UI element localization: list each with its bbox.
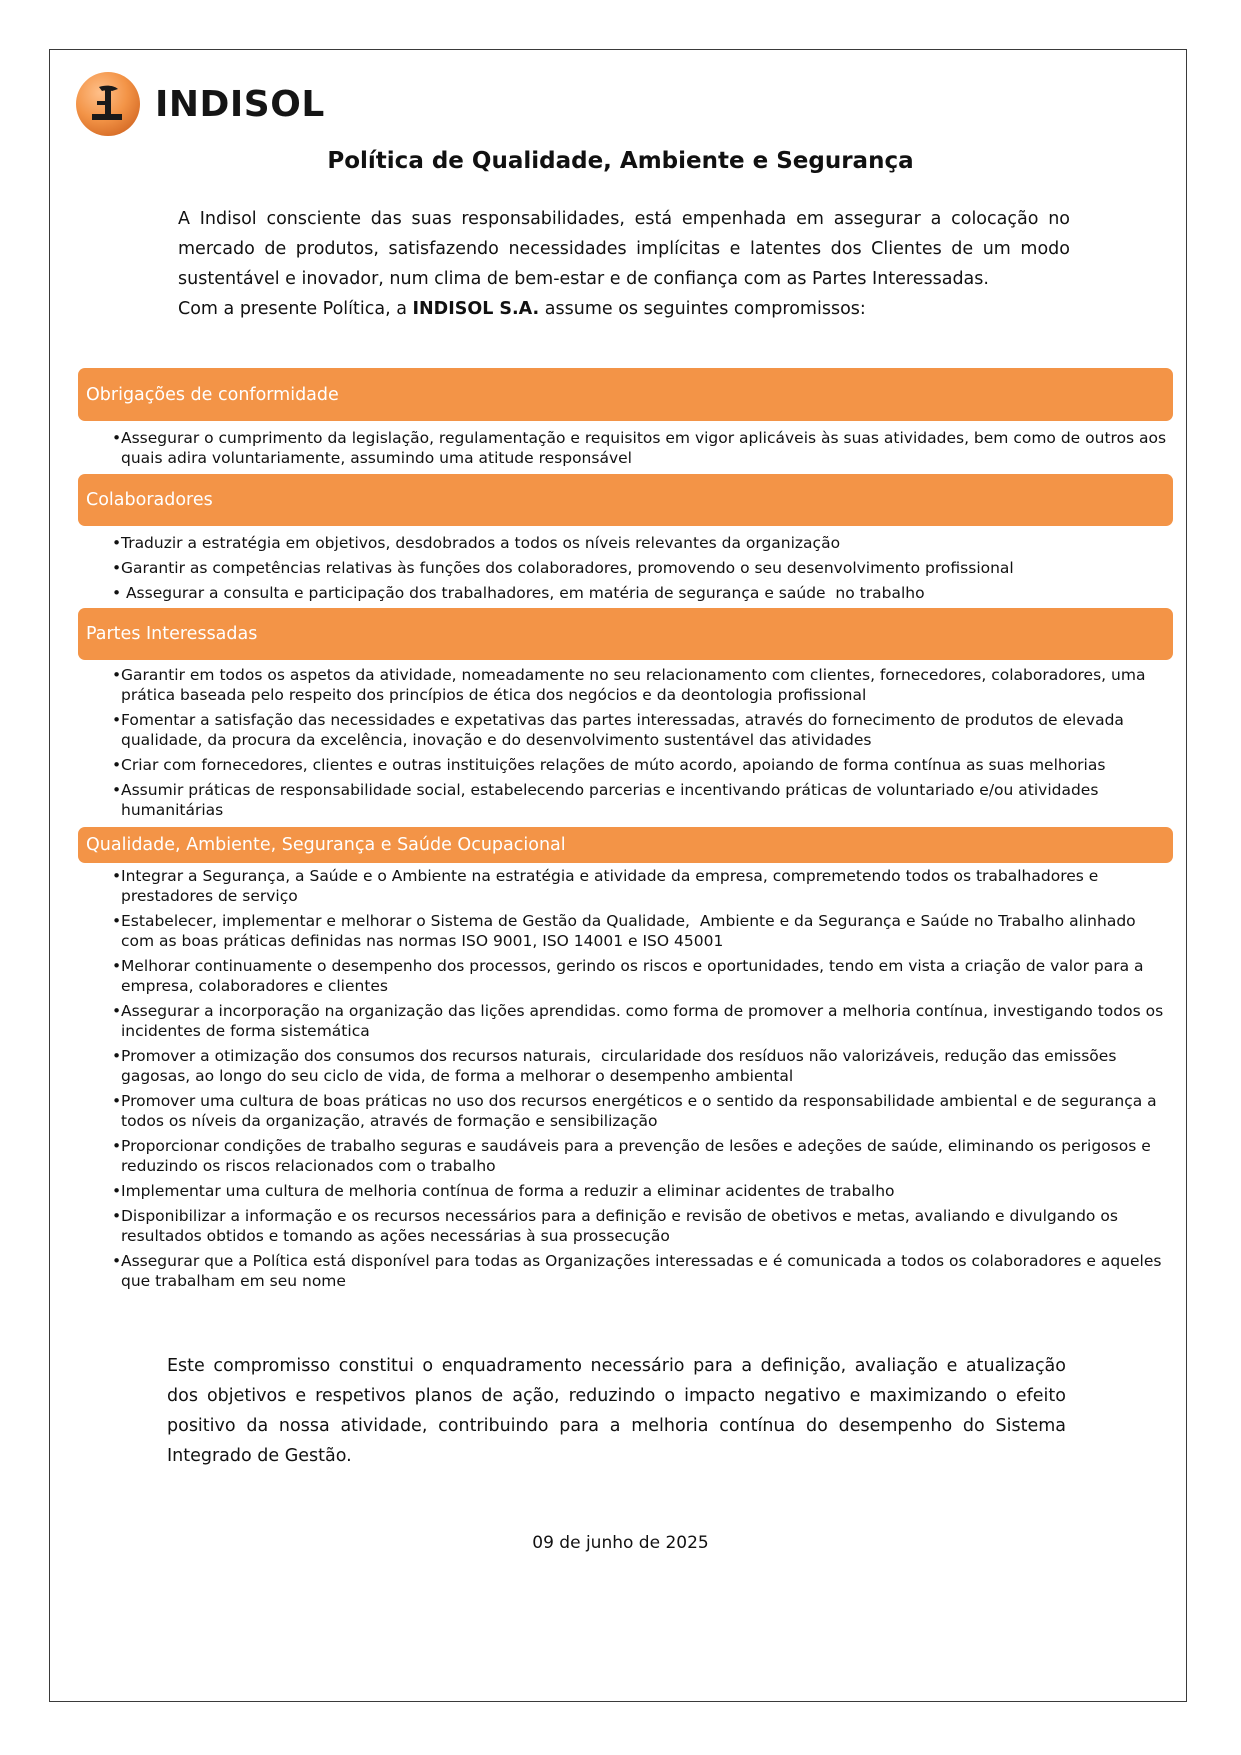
list-item: • Fomentar a satisfação das necessidades e expetativas das partes interessadas, através do fornecimento de produtos de elevada qualidade, da procura da excelência, inovação e do desenvolvimento sustentável das atividades <box>112 711 1124 749</box>
list-item: • Promover a otimização dos consumos dos recursos naturais, circularidade dos resíduos não valorizáveis, redução das emissões gagosas, ao longo do seu ciclo de vida, de forma a melhorar o desempenho ambiental <box>112 1047 1122 1085</box>
list-item: • Disponibilizar a informação e os recursos necessários para a definição e revisão de obetivos e metas, avaliando e divulgando os resultados obtidos e tomando as ações necessárias à sua prossecução <box>112 1207 1118 1245</box>
section-heading-qass: Qualidade, Ambiente, Segurança e Saúde Ocupacional <box>78 827 1173 863</box>
list-item: • Integrar a Segurança, a Saúde e o Ambiente na estratégia e atividade da empresa, compremetendo todos os trabalhadores e prestadores de serviço <box>112 867 1099 905</box>
section-heading-colaboradores: Colaboradores <box>78 474 1173 526</box>
list-item: • Assegurar a consulta e participação dos trabalhadores, em matéria de segurança e saúde no trabalho <box>112 584 925 602</box>
list-item: • Assegurar o cumprimento da legislação, regulamentação e requisitos em vigor aplicáveis às suas atividades, bem como de outros aos quais adira voluntariamente, assumindo uma atitude responsável <box>112 429 1167 467</box>
list-item: • Garantir as competências relativas às funções dos colaboradores, promovendo o seu desenvolvimento profissional <box>112 559 1014 577</box>
list-item: • Promover uma cultura de boas práticas no uso dos recursos energéticos e o sentido da responsabilidade ambiental e de segurança a todos os níveis da organização, através de formação e sensibilização <box>112 1092 1157 1130</box>
closing-paragraph: Este compromisso constitui o enquadramento necessário para a definição, avaliação e atualização dos objetivos e respetivos planos de ação, reduzindo o impacto negativo e maximizando o efeito positivo da nossa atividade, contribuindo para a melhoria contínua do desempenho do Sistema Integrado de Gestão. <box>167 1356 1066 1466</box>
list-item: • Proporcionar condições de trabalho seguras e saudáveis para a prevenção de lesões e adeções de saúde, eliminando os perigosos e reduzindo os riscos relacionados com o trabalho <box>112 1137 1151 1175</box>
list-item: • Traduzir a estratégia em objetivos, desdobrados a todos os níveis relevantes da organização <box>112 534 841 552</box>
list-item: • Melhorar continuamente o desempenho dos processos, gerindo os riscos e oportunidades, tendo em vista a criação de valor para a empresa, colaboradores e clientes <box>112 957 1144 995</box>
list-item: • Criar com fornecedores, clientes e outras instituições relações de múto acordo, apoiando de forma contínua as suas melhorias <box>112 756 1106 774</box>
document-date: 09 de junho de 2025 <box>532 1533 709 1553</box>
list-item: • Estabelecer, implementar e melhorar o Sistema de Gestão da Qualidade, Ambiente e da Segurança e Saúde no Trabalho alinhado com as boas práticas definidas nas normas ISO 9001, ISO 14001 e ISO 45001 <box>112 912 1141 950</box>
list-item: • Assegurar a incorporação na organização das lições aprendidas. como forma de promover a melhoria contínua, investigando todos os incidentes de forma sistemática <box>112 1002 1164 1040</box>
list-item: • Assumir práticas de responsabilidade social, estabelecendo parcerias e incentivando práticas de voluntariado e/ou atividades humanitárias <box>112 781 1099 819</box>
intro-text <box>178 204 1070 324</box>
company-name: INDISOL S.A. <box>412 299 540 319</box>
section-list-partes-interessadas <box>112 665 1172 825</box>
document-title: Política de Qualidade, Ambiente e Segurança <box>327 148 914 174</box>
intro-paragraph: A Indisol consciente das suas responsabilidades, está empenhada em assegurar a colocação no mercado de produtos, satisfazendo necessidades implícitas e latentes dos Clientes de um modo sustentável e inovador, num clima de bem-estar e de confiança com as Partes Interessadas. <box>178 209 1070 289</box>
section-list-conformidade <box>112 428 1172 473</box>
section-list-colaboradores <box>112 533 1172 608</box>
section-heading-conformidade: Obrigações de conformidade <box>78 368 1173 421</box>
section-list-qass <box>112 866 1172 1296</box>
list-item: • Assegurar que a Política está disponível para todas as Organizações interessadas e é comunicada a todos os colaboradores e aqueles que trabalham em seu nome <box>112 1252 1162 1290</box>
list-item: • Garantir em todos os aspetos da atividade, nomeadamente no seu relacionamento com clientes, fornecedores, colaboradores, uma prática baseada pelo respeito dos princípios de ética dos negócios e da deontologia profissional <box>112 666 1146 704</box>
list-item: • Implementar uma cultura de melhoria contínua de forma a reduzir a eliminar acidentes de trabalho <box>112 1182 895 1200</box>
intro-commitment: Com a presente Política, a INDISOL S.A. assume os seguintes compromissos: <box>178 299 866 319</box>
indisol-logo-icon <box>75 71 141 137</box>
company-logo <box>75 69 325 139</box>
section-heading-partes-interessadas: Partes Interessadas <box>78 608 1173 660</box>
logo-wordmark: INDISOL <box>155 83 325 125</box>
